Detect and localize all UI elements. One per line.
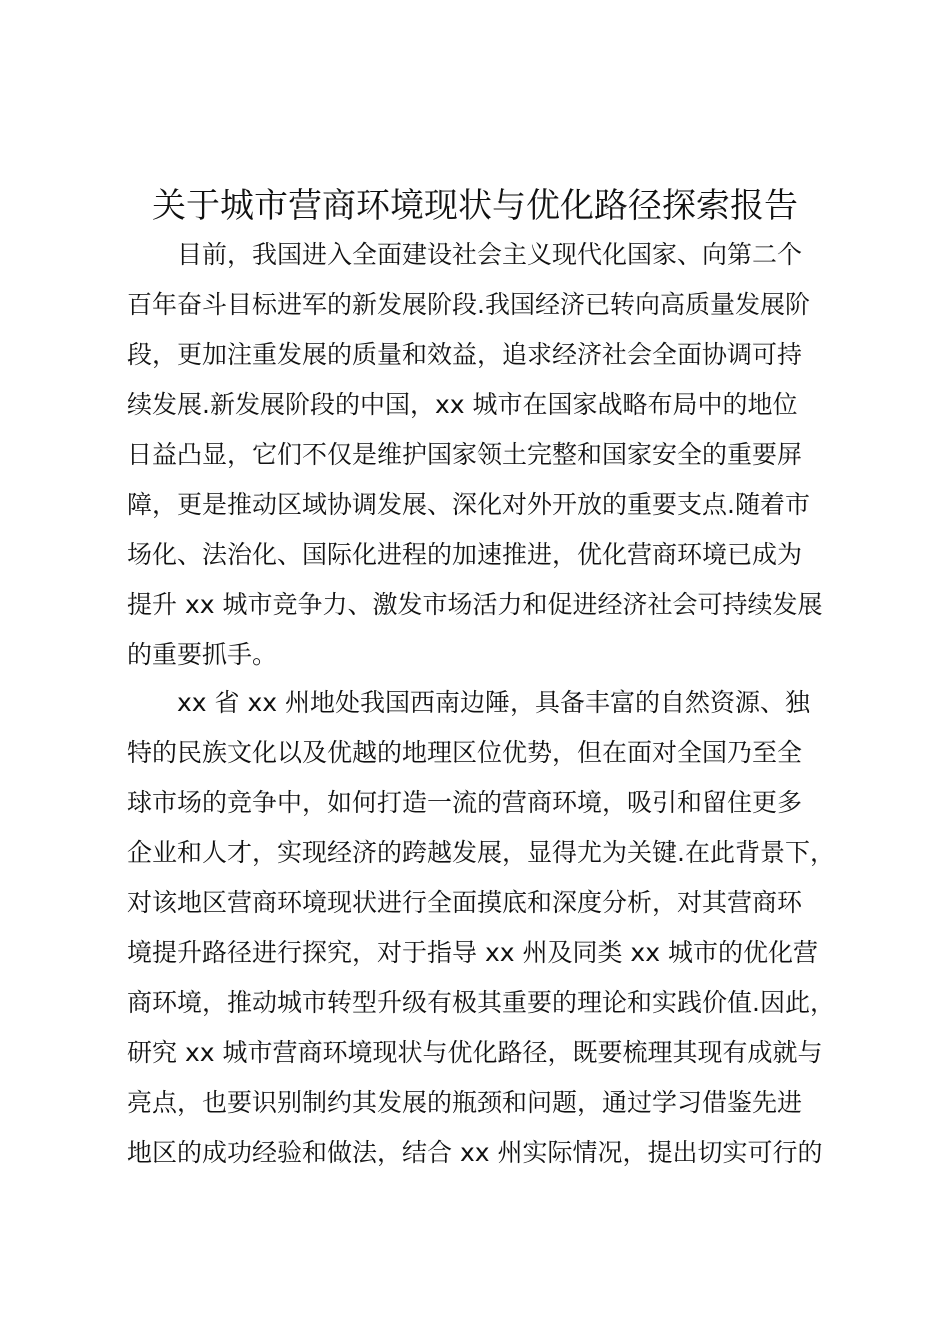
- document-title: 关于城市营商环境现状与优化路径探索报告: [152, 186, 798, 226]
- paragraph-line: 商环境，推动城市转型升级有极其重要的理论和实践价值.因此，: [127, 988, 835, 1017]
- paragraph-line: 段，更加注重发展的质量和效益，追求经济社会全面协调可持: [127, 340, 803, 369]
- paragraph-line: 企业和人才，实现经济的跨越发展，显得尤为关键.在此背景下，: [127, 838, 835, 867]
- paragraph-line: 日益凸显，它们不仅是维护国家领土完整和国家安全的重要屏: [127, 440, 803, 469]
- paragraph-line: 地区的成功经验和做法，结合 xx 州实际情况，提出切实可行的: [127, 1138, 823, 1167]
- paragraph-line: 球市场的竞争中，如何打造一流的营商环境，吸引和留住更多: [127, 788, 803, 817]
- paragraph-line: 目前，我国进入全面建设社会主义现代化国家、向第二个: [177, 240, 803, 269]
- paragraph-line: xx 省 xx 州地处我国西南边陲，具备丰富的自然资源、独: [177, 688, 811, 717]
- paragraph-line: 的重要抓手。: [127, 640, 278, 669]
- paragraph-line: 提升 xx 城市竞争力、激发市场活力和促进经济社会可持续发展: [127, 590, 823, 619]
- paragraph-line: 场化、法治化、国际化进程的加速推进，优化营商环境已成为: [127, 540, 803, 569]
- paragraph-line: 境提升路径进行探究，对于指导 xx 州及同类 xx 城市的优化营: [127, 938, 818, 967]
- paragraph-line: 续发展.新发展阶段的中国，xx 城市在国家战略布局中的地位: [127, 390, 798, 419]
- paragraph-line: 亮点，也要识别制约其发展的瓶颈和问题，通过学习借鉴先进: [127, 1088, 803, 1117]
- paragraph-line: 特的民族文化以及优越的地理区位优势，但在面对全国乃至全: [127, 738, 803, 767]
- paragraph-line: 障，更是推动区域协调发展、深化对外开放的重要支点.随着市: [127, 490, 810, 519]
- paragraph-line: 研究 xx 城市营商环境现状与优化路径，既要梳理其现有成就与: [127, 1038, 823, 1067]
- paragraph-line: 对该地区营商环境现状进行全面摸底和深度分析，对其营商环: [127, 888, 803, 917]
- paragraph-line: 百年奋斗目标进军的新发展阶段.我国经济已转向高质量发展阶: [127, 290, 810, 319]
